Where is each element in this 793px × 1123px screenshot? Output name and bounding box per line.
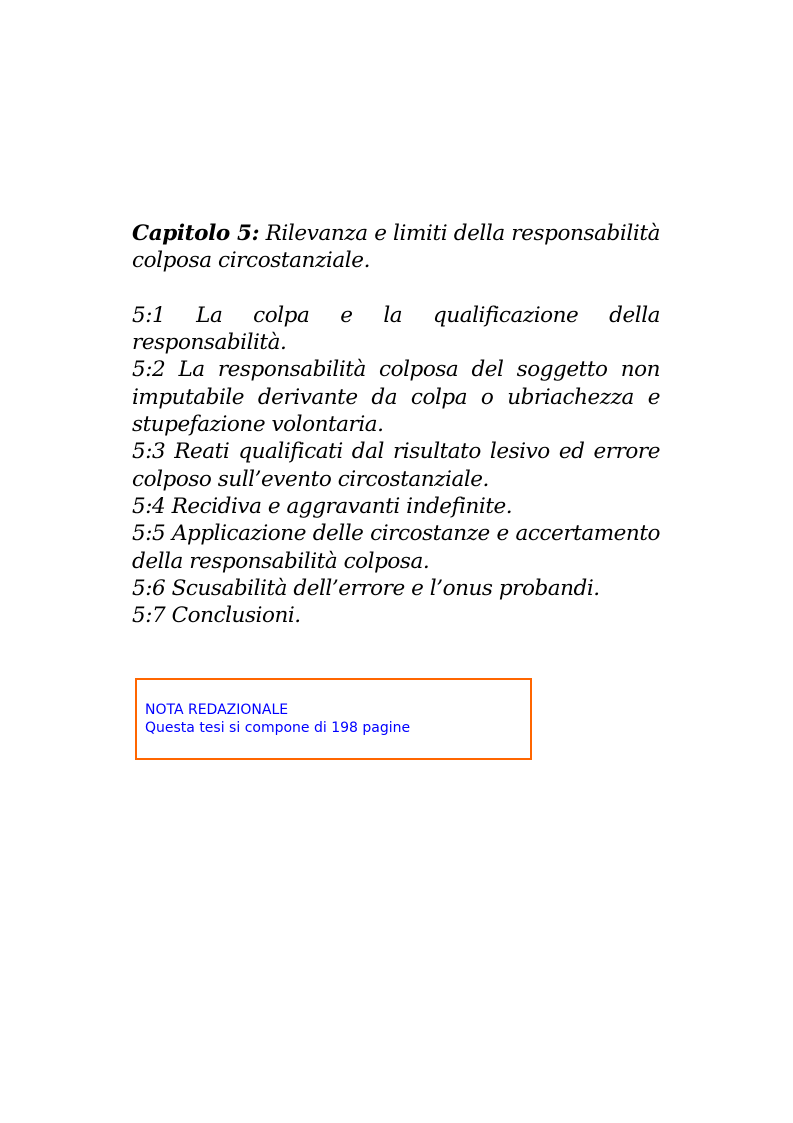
section-item: 5:5 Applicazione delle circostanze e accertamento della responsabilità colposa. bbox=[132, 521, 660, 574]
chapter-block bbox=[132, 220, 660, 629]
note-heading: NOTA REDAZIONALE bbox=[145, 702, 289, 718]
section-item: 5:2 La responsabilità colposa del soggetto non imputabile derivante da colpa o ubriachezza e stupefazione volontaria. bbox=[132, 357, 660, 438]
chapter-title: Rilevanza e limiti della responsabilità colposa circostanziale. bbox=[132, 221, 660, 274]
section-item: 5:4 Recidiva e aggravanti indefinite. bbox=[132, 493, 513, 519]
section-item: 5:7 Conclusioni. bbox=[132, 603, 301, 629]
editorial-note bbox=[145, 701, 410, 737]
chapter-heading bbox=[132, 220, 660, 275]
note-text: Questa tesi si compone di 198 pagine bbox=[145, 720, 411, 736]
section-item: 5:3 Reati qualificati dal risultato lesivo ed errore colposo sull’evento circostanziale. bbox=[132, 439, 660, 492]
chapter-label: Capitolo 5: bbox=[132, 221, 260, 246]
section-item: 5:6 Scusabilità dell’errore e l’onus probandi. bbox=[132, 575, 600, 601]
section-list bbox=[132, 302, 660, 630]
section-item: 5:1 La colpa e la qualificazione della responsabilità. bbox=[132, 302, 660, 356]
editorial-note-box bbox=[135, 678, 532, 760]
